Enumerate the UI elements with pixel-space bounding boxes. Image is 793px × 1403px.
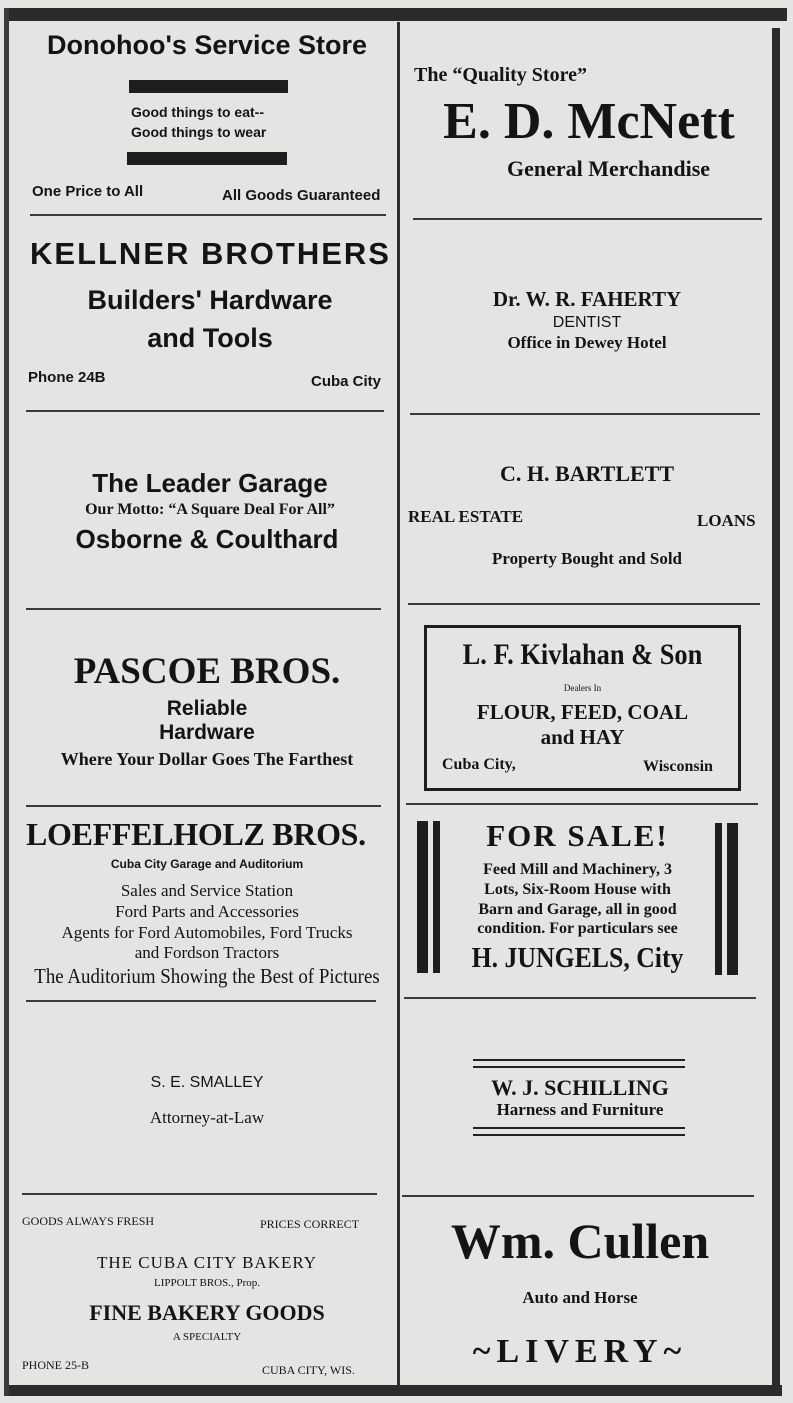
leader-owners: Osborne & Coulthard: [75, 524, 339, 554]
cullen-name: Wm. Cullen: [450, 1213, 710, 1269]
kellner-line1: Builders' Hardware: [87, 285, 333, 315]
cullen-line: Auto and Horse: [522, 1288, 638, 1307]
forsale-bar-right-2: [727, 823, 738, 975]
rule-right-2: [410, 413, 760, 415]
faherty-office: Office in Dewey Hotel: [507, 333, 667, 352]
leader-motto: Our Motto: “A Square Deal For All”: [85, 501, 335, 518]
mcnett-sub: General Merchandise: [507, 156, 711, 181]
rule-right-4: [406, 803, 758, 805]
smalley-title: Attorney-at-Law: [149, 1108, 265, 1127]
forsale-bar-right-1: [715, 823, 722, 975]
forsale-bar-left-1: [417, 821, 428, 973]
forsale-title: FOR SALE!: [486, 818, 669, 853]
rule-left-6: [22, 1193, 377, 1195]
donohoo-left: One Price to All: [32, 183, 144, 200]
kivlahan-state: Wisconsin: [643, 758, 713, 775]
bartlett-right: LOANS: [697, 511, 756, 530]
left-border: [4, 8, 9, 1396]
pascoe-line1: Reliable: [166, 697, 248, 720]
pascoe-line2: Hardware: [159, 721, 255, 744]
leader-name: The Leader Garage: [92, 468, 328, 498]
kellner-phone: Phone 24B: [28, 369, 106, 386]
bartlett-name: C. H. BARTLETT: [499, 461, 675, 486]
forsale-contact: H. JUNGELS, City: [471, 943, 684, 974]
schilling-rule-bottom-1: [473, 1127, 685, 1129]
donohoo-right: All Goods Guaranteed: [222, 187, 381, 204]
donohoo-bar-bottom: [127, 152, 287, 165]
rule-left-2: [26, 410, 384, 412]
bakery-top-left: GOODS ALWAYS FRESH: [22, 1214, 155, 1228]
loeffelholz-line4: and Fordson Tractors: [134, 943, 280, 962]
kellner-name: KELLNER BROTHERS: [30, 236, 391, 271]
schilling-rule-top-1: [473, 1059, 685, 1061]
forsale-line1: Feed Mill and Machinery, 3: [483, 861, 672, 878]
pascoe-name: PASCOE BROS.: [73, 651, 341, 692]
bakery-name: THE CUBA CITY BAKERY: [96, 1253, 318, 1272]
rule-left-3: [26, 608, 381, 610]
loeffelholz-line5: The Auditorium Showing the Best of Pictures: [34, 964, 380, 988]
top-border: [4, 8, 787, 21]
kivlahan-dealers: Dealers In: [563, 683, 602, 693]
donohoo-bar-top: [129, 80, 288, 93]
forsale-line4: condition. For particulars see: [477, 920, 678, 937]
cullen-livery: ~LIVERY~: [472, 1333, 688, 1370]
bakery-specialty: A SPECIALTY: [172, 1331, 242, 1343]
kivlahan-line2: and HAY: [540, 725, 625, 749]
bakery-city: CUBA CITY, WIS.: [262, 1363, 355, 1377]
donohoo-line2: Good things to wear: [131, 124, 267, 140]
rule-left-4: [26, 805, 381, 807]
mcnett-tag: The “Quality Store”: [414, 64, 587, 86]
rule-right-1: [413, 218, 762, 220]
forsale-line3: Barn and Garage, all in good: [478, 901, 677, 918]
smalley-name: S. E. SMALLEY: [150, 1074, 264, 1091]
rule-left-5: [26, 1000, 376, 1002]
donohoo-name: Donohoo's Service Store: [47, 30, 367, 60]
mcnett-name: E. D. McNett: [443, 93, 735, 150]
bakery-goods: FINE BAKERY GOODS: [89, 1300, 325, 1325]
pascoe-line3: Where Your Dollar Goes The Farthest: [60, 749, 354, 769]
kellner-line2: and Tools: [147, 323, 273, 353]
forsale-line2: Lots, Six-Room House with: [484, 881, 671, 898]
loeffelholz-line1: Sales and Service Station: [120, 881, 294, 900]
rule-right-3: [408, 603, 760, 605]
loeffelholz-line3: Agents for Ford Automobiles, Ford Trucks: [61, 923, 353, 942]
bakery-top-right: PRICES CORRECT: [260, 1217, 360, 1231]
kivlahan-line1: FLOUR, FEED, COAL: [476, 700, 689, 724]
faherty-name: Dr. W. R. FAHERTY: [492, 287, 682, 311]
kivlahan-city: Cuba City,: [442, 756, 516, 773]
rule-right-6: [402, 1195, 754, 1197]
bottom-border: [4, 1385, 782, 1396]
kivlahan-name: L. F. Kivlahan & Son: [462, 638, 703, 671]
bakery-prop: LIPPOLT BROS., Prop.: [153, 1277, 261, 1289]
forsale-bar-left-2: [433, 821, 440, 973]
loeffelholz-name: LOEFFELHOLZ BROS.: [26, 816, 366, 852]
bakery-phone: PHONE 25-B: [22, 1358, 90, 1372]
bartlett-left: REAL ESTATE: [408, 507, 524, 526]
schilling-line: Harness and Furniture: [496, 1100, 664, 1119]
kellner-city: Cuba City: [311, 373, 382, 390]
right-border: [772, 28, 780, 1396]
rule-right-5: [404, 997, 756, 999]
bartlett-line: Property Bought and Sold: [491, 549, 683, 568]
donohoo-line1: Good things to eat--: [131, 104, 264, 120]
rule-left-1: [30, 214, 386, 216]
schilling-rule-top-2: [473, 1066, 685, 1068]
loeffelholz-sub: Cuba City Garage and Auditorium: [110, 857, 304, 871]
loeffelholz-line2: Ford Parts and Accessories: [115, 902, 299, 921]
faherty-title: DENTIST: [552, 314, 622, 331]
schilling-name: W. J. SCHILLING: [491, 1075, 669, 1100]
schilling-rule-bottom-2: [473, 1134, 685, 1136]
